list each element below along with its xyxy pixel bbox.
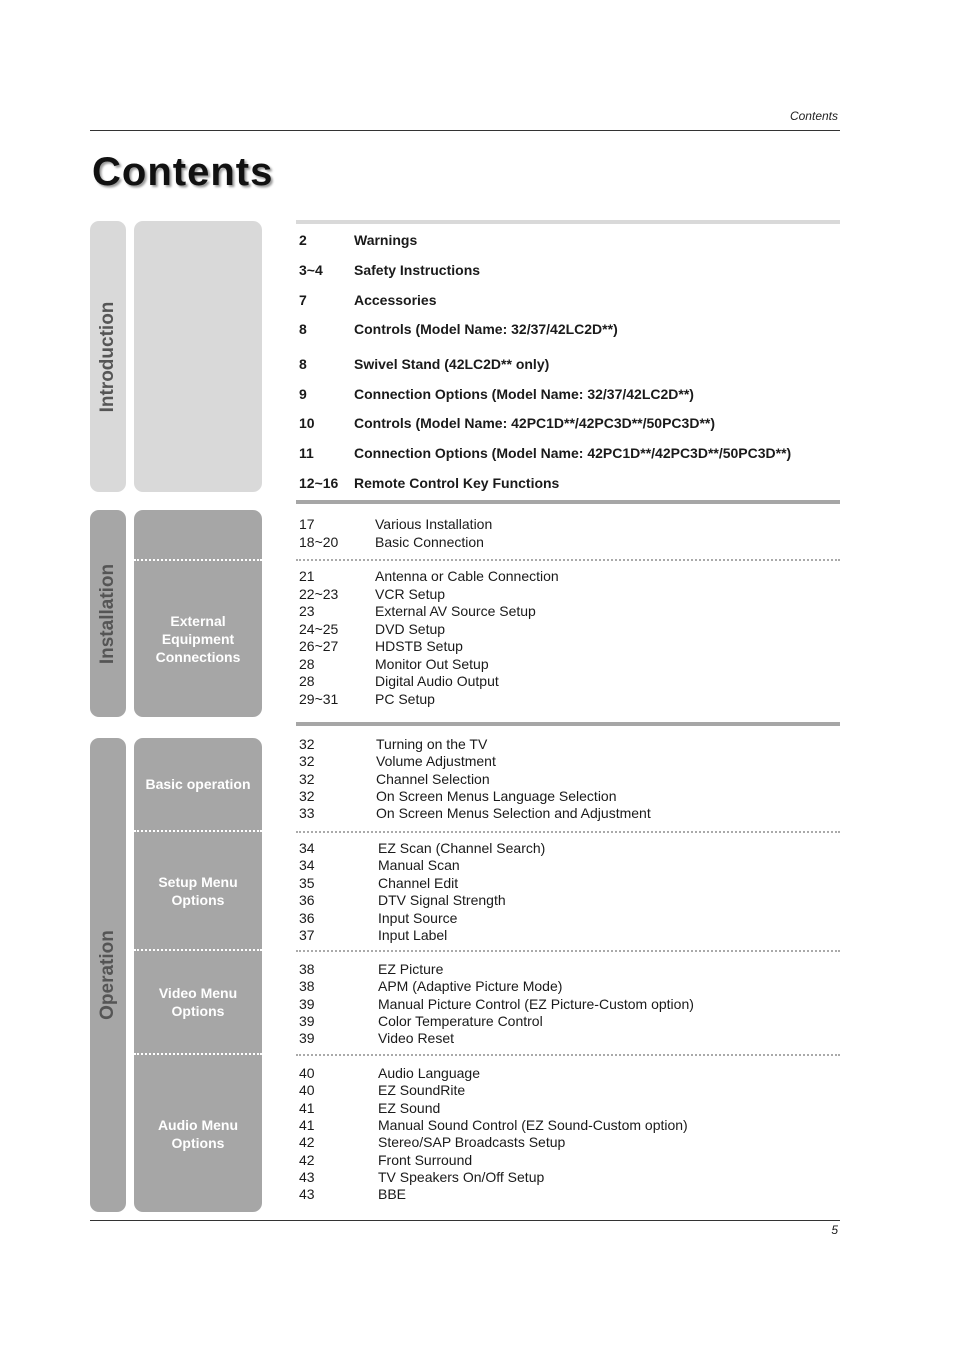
toc-entry-page: 3~4 — [299, 262, 323, 278]
toc-entry-page: 38 — [299, 978, 315, 995]
introduction-sub-panel — [134, 221, 262, 492]
operation-divider-2 — [296, 950, 840, 952]
toc-entry-title: Volume Adjustment — [376, 753, 496, 770]
toc-entry-page: 40 — [299, 1065, 315, 1081]
basic-operation-label[interactable]: Basic operation — [145, 776, 251, 792]
operation-sub-panel — [134, 738, 262, 1212]
toc-entry-title: Video Reset — [378, 1030, 455, 1047]
toc-entry-page: 18~20 — [299, 534, 339, 550]
toc-entry-title: Antenna or Cable Connection — [375, 568, 559, 584]
operation-tab[interactable] — [90, 738, 126, 1212]
header-rule — [90, 130, 840, 131]
toc-entry-page: 21 — [299, 568, 315, 584]
toc-entry-page: 39 — [299, 995, 315, 1012]
introduction-tab[interactable] — [90, 221, 126, 492]
toc-entry-title: APM (Adaptive Picture Mode) — [378, 978, 563, 995]
toc-entry-title: Connection Options (Model Name: 32/37/42LC2D**) — [354, 386, 694, 402]
toc-entry-title: Channel Edit — [378, 874, 459, 891]
toc-entry-page: 36 — [299, 892, 315, 909]
toc-entry-page: 28 — [299, 655, 315, 672]
toc-entry-page: 32 — [299, 787, 315, 804]
toc-entry-page: 10 — [299, 415, 315, 431]
toc-entry-title: Accessories — [354, 292, 437, 308]
operation-tab-label: Operation — [97, 930, 118, 1020]
external-equipment-label[interactable]: External Equipment Connections — [155, 613, 241, 665]
toc-entry-page: 26~27 — [299, 638, 339, 654]
toc-entry-page: 8 — [299, 356, 307, 372]
toc-entry-title: Basic Connection — [375, 534, 484, 550]
audio-menu-label[interactable]: Audio Menu Options — [157, 1116, 239, 1151]
toc-entry-title: TV Speakers On/Off Setup — [378, 1168, 545, 1185]
toc-entry-page: 2 — [299, 232, 307, 248]
running-header: Contents — [789, 109, 838, 123]
toc-entry-title: Manual Scan — [378, 857, 460, 874]
toc-entry-page: 8 — [299, 321, 307, 337]
page-title: Contents — [92, 150, 274, 194]
toc-entry-title: Front Surround — [378, 1151, 473, 1168]
toc-entry-title: Digital Audio Output — [375, 673, 499, 689]
toc-entry-title: Connection Options (Model Name: 42PC1D**/42PC3D**/50PC3D**) — [354, 445, 792, 461]
toc-entry-page: 34 — [299, 857, 315, 874]
toc-entry-title: Input Label — [378, 927, 448, 943]
toc-entry-page: 17 — [299, 516, 315, 532]
toc-entry-page: 28 — [299, 673, 315, 689]
toc-entry-title: BBE — [378, 1186, 407, 1203]
operation-divider-1 — [296, 831, 840, 833]
toc-entry-page: 43 — [299, 1186, 315, 1203]
toc-entry-page: 39 — [299, 1030, 315, 1047]
toc-entry-title: EZ Scan (Channel Search) — [378, 840, 546, 856]
toc-entry-title: EZ Sound — [378, 1099, 441, 1116]
toc-entry-title: Manual Picture Control (EZ Picture-Custom option) — [378, 995, 694, 1012]
toc-entry-title: EZ Picture — [378, 961, 444, 977]
toc-entry-title: External AV Source Setup — [375, 603, 536, 619]
toc-entry-title: EZ SoundRite — [378, 1082, 466, 1099]
toc-entry-page: 40 — [299, 1082, 315, 1099]
video-menu-label[interactable]: Video Menu Options — [158, 985, 238, 1019]
toc-entry-title: Channel Selection — [376, 770, 490, 787]
toc-entry-page: 43 — [299, 1168, 315, 1185]
toc-entry-page: 38 — [299, 961, 315, 977]
toc-entry-title: Audio Language — [378, 1065, 480, 1081]
toc-entry-page: 42 — [299, 1134, 315, 1151]
toc-entry-title: Swivel Stand (42LC2D** only) — [354, 356, 550, 372]
introduction-top-bar — [296, 220, 840, 224]
toc-entry-page: 33 — [299, 805, 315, 822]
introduction-tab-label: Introduction — [97, 301, 118, 412]
toc-entry-title: Color Temperature Control — [378, 1012, 543, 1029]
toc-entry-title: Stereo/SAP Broadcasts Setup — [378, 1134, 566, 1151]
toc-entry-page: 41 — [299, 1099, 315, 1116]
toc-entry-title: Various Installation — [375, 516, 493, 532]
toc-entry-page: 11 — [299, 445, 314, 461]
setup-menu-label[interactable]: Setup Menu Options — [158, 873, 238, 908]
toc-entry-page: 7 — [299, 292, 307, 308]
toc-entry-title: PC Setup — [375, 690, 435, 707]
toc-entry-title: Safety Instructions — [354, 262, 481, 278]
introduction-bottom-bar — [296, 500, 840, 504]
toc-entry-title: Turning on the TV — [376, 736, 488, 752]
toc-entry-page: 32 — [299, 753, 315, 770]
toc-entry-page: 41 — [299, 1116, 315, 1133]
footer-rule — [90, 1220, 840, 1221]
toc-entry-page: 37 — [299, 927, 315, 943]
installation-sub-panel — [134, 510, 262, 717]
installation-bottom-bar — [296, 722, 840, 726]
toc-entry-title: VCR Setup — [375, 585, 446, 602]
toc-entry-title: Input Source — [378, 909, 458, 926]
page-number: 5 — [831, 1223, 838, 1237]
toc-entry-page: 23 — [299, 603, 315, 619]
operation-divider-3 — [296, 1054, 840, 1056]
toc-entry-page: 42 — [299, 1151, 315, 1168]
toc-entry-page: 32 — [299, 770, 315, 787]
toc-entry-page: 12~16 — [299, 475, 339, 491]
toc-entry-page: 29~31 — [299, 690, 339, 707]
toc-entry-title: Controls (Model Name: 42PC1D**/42PC3D**/50PC3D**) — [354, 415, 715, 431]
toc-entry-title: Monitor Out Setup — [375, 655, 489, 672]
toc-entry-title: HDSTB Setup — [375, 638, 463, 654]
toc-entry-page: 9 — [299, 386, 307, 402]
toc-entry-title: DVD Setup — [375, 620, 446, 637]
installation-tab[interactable] — [90, 510, 126, 717]
toc-entry-title: Manual Sound Control (EZ Sound-Custom option) — [378, 1116, 688, 1133]
installation-tab-label: Installation — [97, 563, 118, 664]
toc-entry-page: 22~23 — [299, 585, 339, 602]
toc-entry-title: Warnings — [354, 232, 418, 248]
toc-entry-title: On Screen Menus Selection and Adjustment — [376, 805, 651, 822]
toc-entry-page: 24~25 — [299, 620, 339, 637]
toc-entry-title: Controls (Model Name: 32/37/42LC2D**) — [354, 321, 618, 337]
toc-entry-page: 34 — [299, 840, 315, 856]
toc-entry-page: 35 — [299, 874, 315, 891]
toc-entry-title: DTV Signal Strength — [378, 892, 506, 909]
toc-entry-title: On Screen Menus Language Selection — [376, 787, 617, 804]
toc-entry-page: 39 — [299, 1012, 315, 1029]
toc-entry-title: Remote Control Key Functions — [354, 475, 560, 491]
toc-entry-page: 32 — [299, 736, 315, 752]
installation-divider — [296, 559, 840, 561]
toc-entry-page: 36 — [299, 909, 315, 926]
